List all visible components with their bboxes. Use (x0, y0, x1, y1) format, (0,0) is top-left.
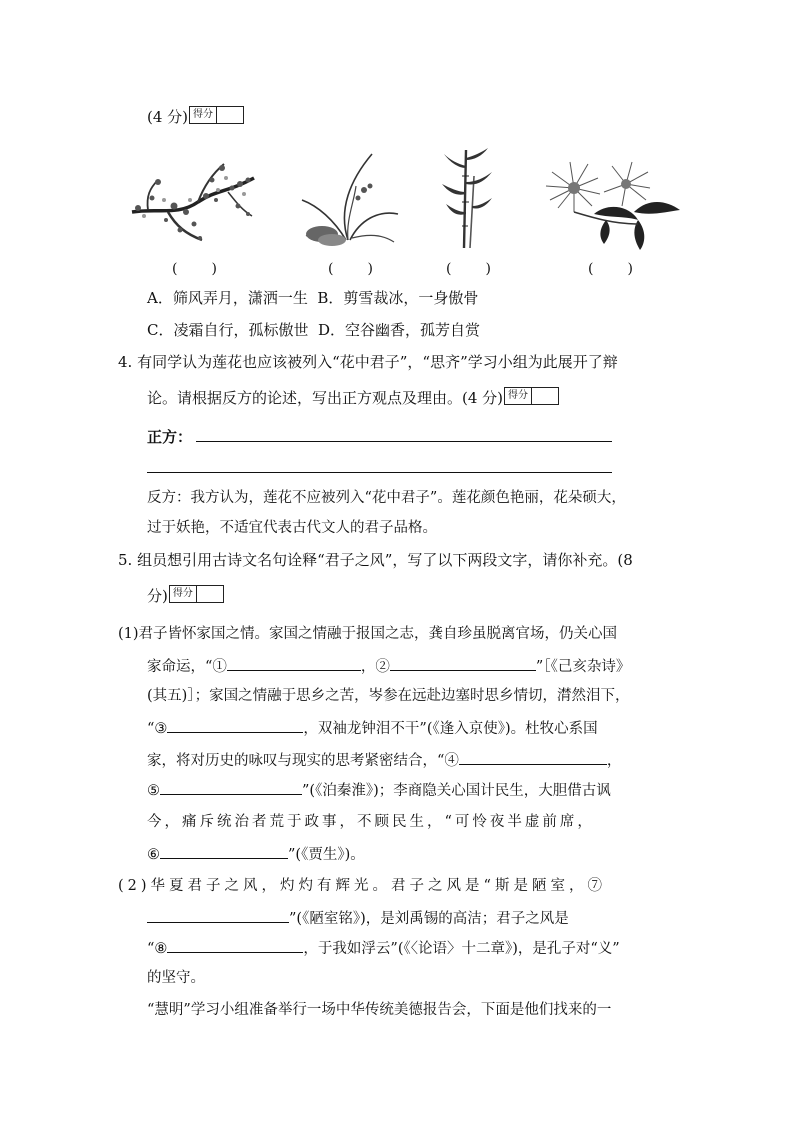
image-answer-4[interactable]: ( ) (588, 261, 643, 277)
fanfang-line-2: 过于妖艳，不适宜代表古代文人的君子品格。 (147, 520, 437, 536)
p1-text: ”(《贾生》)。 (288, 847, 365, 863)
zhengfang-row (147, 427, 192, 447)
blank-3[interactable] (167, 718, 303, 733)
p1-line-1: (1)君子皆怀家国之情。家国之情融于报国之志，龚自珍虽脱离官场，仍关心国 (118, 626, 618, 642)
p1-text: “③ (147, 721, 168, 737)
q3-points: (4 分) (147, 108, 189, 126)
p1-text: ⑤ (147, 783, 160, 799)
zhengfang-answer-line-2[interactable] (147, 472, 612, 473)
options-row-2 (147, 320, 480, 340)
score-box[interactable] (504, 387, 559, 405)
blank-2[interactable] (390, 656, 536, 671)
p1-text: ，双袖龙钟泪不干”(《逢入京使》)。杜牧心系国 (303, 721, 598, 737)
p1-line-2 (147, 656, 630, 677)
image-answer-3[interactable]: ( ) (446, 261, 501, 277)
p2-line-4: 的坚守。 (147, 970, 205, 986)
p2-line-1: (2)华夏君子之风，灼灼有辉光。君子之风是“斯是陋室，⑦ (118, 878, 606, 894)
q4-line-2-text: 论。请根据反方的论述，写出正方观点及理由。(4 分) (147, 389, 504, 407)
blank-6[interactable] (160, 844, 288, 859)
blank-5[interactable] (160, 780, 302, 795)
score-input[interactable] (217, 107, 243, 123)
p2-line-3 (147, 938, 620, 959)
score-input[interactable] (197, 586, 223, 602)
option-b: B．剪雪裁冰，一身傲骨 (317, 289, 479, 307)
p1-text: ”［《己亥杂诗》 (535, 659, 631, 675)
q3-header (147, 107, 244, 127)
orchid-image (298, 150, 402, 250)
p2-text: ”(《陋室铭》)，是刘禹锡的高洁；君子之风是 (289, 911, 569, 927)
p1-text: ，② (360, 659, 390, 675)
q5-line-2 (147, 586, 224, 606)
plum-blossom-image (128, 150, 260, 250)
blank-1[interactable] (227, 656, 361, 671)
score-box[interactable] (189, 106, 244, 124)
score-label: 得分 (505, 388, 532, 404)
p2-line-2 (147, 908, 569, 929)
score-label: 得分 (190, 107, 217, 123)
score-label: 得分 (170, 586, 197, 602)
p2-text: “⑧ (147, 941, 168, 957)
zhengfang-answer-line-1[interactable] (196, 441, 612, 442)
fanfang-line-1: 反方：我方认为，莲花不应被列入“花中君子”。莲花颜色艳丽，花朵硕大， (147, 490, 626, 506)
chrysanthemum-image (534, 154, 684, 250)
p1-line-5 (147, 750, 621, 771)
p1-text: ⑥ (147, 847, 160, 863)
zhengfang-label: 正方： (147, 428, 193, 446)
blank-8[interactable] (167, 938, 303, 953)
option-c: C．凌霜自行，孤标傲世 (147, 321, 309, 339)
p2-text: ，于我如浮云”(《〈论语〉十二章》)，是孔子对“义” (303, 941, 620, 957)
q4-line-2 (147, 388, 559, 408)
image-answer-1[interactable]: ( ) (172, 261, 227, 277)
q5-line-2-text: 分) (147, 587, 168, 605)
q6-line-1: “慧明”学习小组准备举行一场中华传统美德报告会，下面是他们找来的一 (147, 1002, 612, 1018)
p1-text: ”(《泊秦淮》)；李商隐关心国计民生，大胆借古讽 (302, 783, 611, 799)
option-a: A．筛风弄月，潇洒一生 (147, 289, 308, 307)
p1-line-4 (147, 718, 598, 739)
image-answer-2[interactable]: ( ) (328, 261, 383, 277)
option-d: D．空谷幽香，孤芳自赏 (318, 321, 481, 339)
p1-line-6 (147, 780, 611, 801)
score-input[interactable] (532, 388, 558, 404)
blank-4[interactable] (459, 750, 607, 765)
q4-line-1: 4. 有同学认为莲花也应该被列入“花中君子”，“思齐”学习小组为此展开了辩 (118, 353, 618, 371)
p1-line-8 (147, 844, 365, 865)
q5-line-1: 5. 组员想引用古诗文名句诠释“君子之风”，写了以下两段文字，请你补充。(8 (118, 551, 633, 569)
bamboo-image (440, 146, 496, 250)
p1-text: 家命运，“① (147, 659, 227, 675)
p1-text: ， (606, 753, 622, 769)
p1-text: 家，将对历史的咏叹与现实的思考紧密结合，“④ (147, 753, 459, 769)
score-box[interactable] (169, 585, 224, 603)
p1-line-3: (其五)］；家国之情融于思乡之苦，岑参在远赴边塞时思乡情切，潸然泪下， (147, 688, 630, 704)
p1-line-7: 今，痛斥统治者荒于政事，不顾民生，“可怜夜半虚前席， (147, 814, 595, 830)
blank-7[interactable] (147, 908, 289, 923)
options-row-1 (147, 288, 478, 308)
